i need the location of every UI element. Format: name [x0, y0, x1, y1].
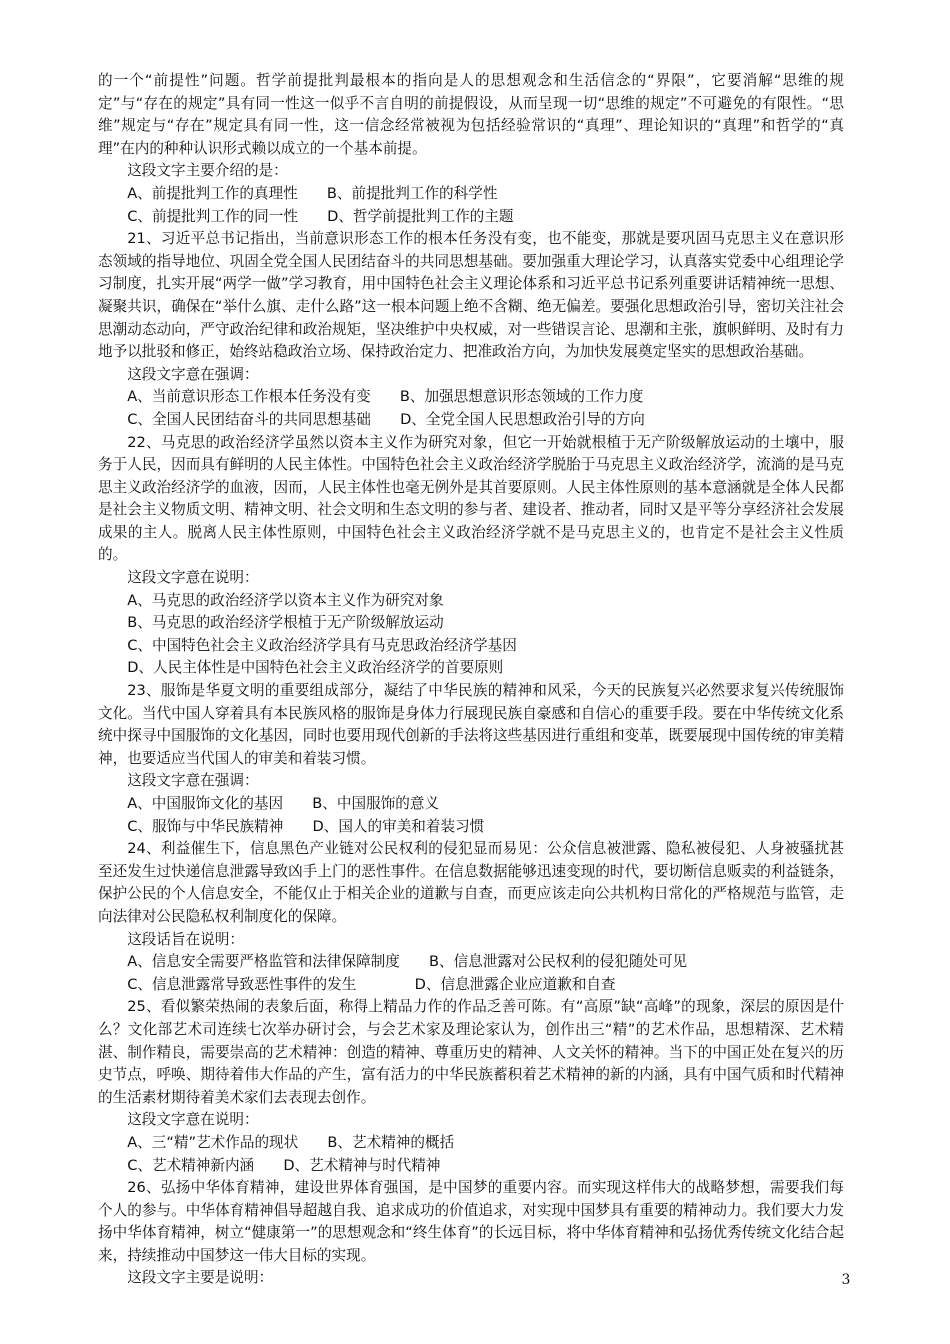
question-21-text: 21、习近平总书记指出，当前意识形态工作的根本任务没有变，也不能变，那就是要巩固马克思主义在意识形态领域的指导地位、巩固全党全国人民团结奋斗的共同思想基础。要加强重大理论学习，认真落实党委中心组理论学习制度，扎实开展“两学一做”学习教育，用中国特色社会主义理论体系和习近平总书记系列重要讲话精神统一思想、凝聚共识，确保在“举什么旗、走什么路”这一根本问题上绝不含糊、绝无偏差。要强化思想政治引导，密切关注社会思潮动态动向，严守政治纪律和政治规矩，坚决维护中央权威，对一些错误言论、思潮和主张，旗帜鲜明、及时有力地予以批驳和修正，始终站稳政治立场、保持政治定力、把准政治方向，为加快发展奠定坚实的思想政治基础。 — [98, 230, 844, 361]
question-21-option-line: A、当前意识形态工作根本任务没有变 B、加强思想意识形态领域的工作力度 — [127, 388, 644, 406]
question-25-option-line: A、三“精”艺术作品的现状 B、艺术精神的概括 — [127, 1133, 455, 1151]
question-25-option-line: C、艺术精神新内涵 D、艺术精神与时代精神 — [127, 1156, 441, 1174]
question-22-option-c: C、中国特色社会主义政治经济学具有马克思政治经济学基因 — [127, 636, 517, 654]
question-24-option-line: C、信息泄露常导致恶性事件的发生 D、信息泄露企业应道歉和自查 — [127, 975, 616, 993]
question-22-option-a: A、马克思的政治经济学以资本主义作为研究对象 — [127, 591, 444, 609]
question-22-text: 22、马克思的政治经济学虽然以资本主义作为研究对象，但它一开始就根植于无产阶级解放运动的土壤中，服务于人民，因而具有鲜明的人民主体性。中国特色社会主义政治经济学脱胎于马克思主义政治经济学，流淌的是马克思主义政治经济学的血液，因而，人民主体性也毫无例外是其首要原则。人民主体性原则的基本意涵就是全体人民都是社会主义物质文明、精神文明、社会文明和生态文明的参与者、建设者、推动者，同时又是平等分享经济社会发展成果的主人。脱离人民主体性原则，中国特色社会主义政治经济学就不是马克思主义的，也肯定不是社会主义性质的。 — [98, 433, 844, 564]
question-26-prompt: 这段文字主要是说明： — [127, 1269, 274, 1287]
question-22-prompt: 这段文字意在说明： — [127, 569, 259, 587]
intro-option-line: C、前提批判工作的同一性 D、哲学前提批判工作的主题 — [127, 207, 514, 225]
question-25-prompt: 这段文字意在说明： — [127, 1111, 259, 1129]
intro-option-line: A、前提批判工作的真理性 B、前提批判工作的科学性 — [127, 184, 498, 202]
question-22-option-d: D、人民主体性是中国特色社会主义政治经济学的首要原则 — [127, 659, 504, 677]
intro-paragraph: 的一个“前提性”问题。哲学前提批判最根本的指向是人的思想观念和生活信念的“界限”，它要消解“思维的规定”与“存在的规定”具有同一性这一似乎不言自明的前提假设，从而呈现一切“思维的规定”不可避免的有限性。“思维”规定与“存在”规定具有同一性，这一信念经常被视为包括经验常识的“真理”、理论知识的“真理”和哲学的“真理”在内的种种认识形式赖以成立的一个基本前提。 — [98, 72, 844, 157]
question-25-text: 25、看似繁荣热闹的表象后面，称得上精品力作的作品乏善可陈。有“高原”缺“高峰”的现象，深层的原因是什么？文化部艺术司连续七次举办研讨会，与会艺术家及理论家认为，创作出三“精”的艺术作品，思想精深、艺术精湛、制作精良，需要崇高的艺术精神：创造的精神、尊重历史的精神、人文关怀的精神。当下的中国正处在复兴的历史节点，呼唤、期待着伟大作品的产生，富有活力的中华民族蓄积着艺术精神的新的内涵，具有中国气质和时代精神的生活素材期待着美术家们去表现去创作。 — [98, 998, 844, 1106]
intro-question: 这段文字主要介绍的是： — [127, 162, 288, 180]
question-23-text: 23、服饰是华夏文明的重要组成部分，凝结了中华民族的精神和风采，今天的民族复兴必然要求复兴传统服饰文化。当代中国人穿着具有本民族风格的服饰是身体力行展现民族自豪感和自信心的重要手段。要在中华传统文化系统中探寻中国服饰的文化基因，同时也要用现代创新的手法将这些基因进行重组和变革，既要展现中国传统的审美精神，也要适应当代国人的审美和着装习惯。 — [98, 682, 844, 767]
question-24-prompt: 这段话旨在说明： — [127, 930, 244, 948]
page-number: 3 — [841, 1272, 851, 1288]
question-24-text: 24、利益催生下，信息黑色产业链对公民权利的侵犯显而易见：公众信息被泄露、隐私被侵犯、人身被骚扰甚至还发生过快递信息泄露导致凶手上门的恶性事件。在信息数据能够迅速变现的时代，要切断信息贩卖的利益链条，保护公民的个人信息安全，不能仅止于相关企业的道歉与自查，而更应该走向公共机构日常化的严格规范与监管，走向法律对公民隐私权利制度化的保障。 — [98, 840, 844, 925]
question-23-option-line: C、服饰与中华民族精神 D、国人的审美和着装习惯 — [127, 817, 485, 835]
question-21-option-line: C、全国人民团结奋斗的共同思想基础 D、全党全国人民思想政治引导的方向 — [127, 410, 645, 428]
question-22-option-b: B、马克思的政治经济学根植于无产阶级解放运动 — [127, 614, 444, 632]
question-26-text: 26、弘扬中华体育精神，建设世界体育强国，是中国梦的重要内容。而实现这样伟大的战略梦想，需要我们每个人的参与。中华体育精神倡导超越自我、追求成功的价值追求，对实现中国梦具有重要的精神动力。我们要大力发扬中华体育精神，树立“健康第一”的思想观念和“终生体育”的长远目标，将中华体育精神和弘扬优秀传统文化结合起来，持续推动中国梦这一伟大目标的实现。 — [98, 1179, 844, 1264]
question-23-prompt: 这段文字意在强调： — [127, 772, 259, 790]
question-21-prompt: 这段文字意在强调： — [127, 365, 259, 383]
document-body — [98, 70, 844, 1290]
question-23-option-line: A、中国服饰文化的基因 B、中国服饰的意义 — [127, 795, 440, 812]
question-24-option-line: A、信息安全需要严格监管和法律保障制度 B、信息泄露对公民权利的侵犯随处可见 — [127, 953, 688, 971]
